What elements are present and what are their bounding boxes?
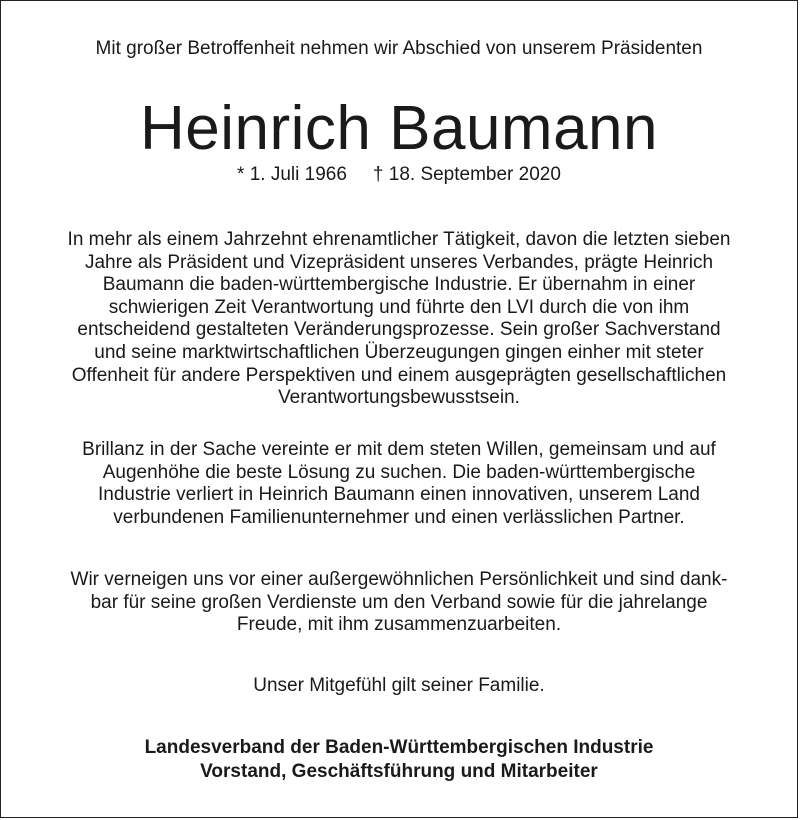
text-line: bar für seine großen Verdienste um den Verband sowie für die jahrelange [90, 591, 708, 613]
text-line: entscheidend gestalteten Veränderungsprozesse. Sein großer Sachverstand [77, 319, 721, 341]
text-line: In mehr als einem Jahrzehnt ehrenamtlicher Tätigkeit, davon die letzten sieben [67, 229, 731, 250]
text-line: Unser Mitgefühl gilt seiner Familie. [253, 675, 545, 696]
text-line: Verantwortungsbewusstsein. [278, 387, 520, 409]
tribute-paragraph-3 [21, 569, 777, 637]
tribute-paragraph-1 [21, 229, 777, 410]
text-line: schwierigen Zeit Verantwortung und führte den LVI durch die von ihm [108, 296, 690, 318]
death-date: † 18. September 2020 [372, 164, 561, 185]
tribute-paragraph-2 [21, 439, 777, 529]
text-line: verbundenen Familienunternehmer und einen verlässlichen Partner. [113, 506, 685, 528]
intro-text: Mit großer Betroffenheit nehmen wir Abschied von unserem Präsidenten [95, 38, 703, 59]
life-dates [1, 163, 797, 187]
condolence-paragraph [21, 675, 777, 698]
text-line: Offenheit für andere Perspektiven und einem ausgeprägten gesellschaftlichen [71, 364, 727, 386]
text-line: Wir verneigen uns vor einer außergewöhnlichen Persönlichkeit und sind dank- [70, 569, 728, 590]
text-line: Industrie verliert in Heinrich Baumann einen innovativen, unserem Land [97, 484, 700, 506]
text-line: Jahre als Präsident und Vizepräsident unseres Verbandes, prägte Heinrich [84, 251, 714, 273]
text-line: Freude, mit ihm zusammenzuarbeiten. [236, 614, 562, 636]
birth-date: * 1. Juli 1966 [237, 164, 347, 185]
signature-members: Vorstand, Geschäftsführung und Mitarbeiter [200, 761, 598, 782]
signature-organization: Landesverband der Baden-Württembergischen Industrie [144, 737, 654, 758]
text-line: Baumann die baden-württembergische Industrie. Er übernahm in einer [102, 274, 696, 296]
text-line: Brillanz in der Sache vereinte er mit dem steten Willen, gemeinsam und auf [82, 439, 716, 460]
text-line: Augenhöhe die beste Lösung zu suchen. Die baden-württembergische [102, 461, 696, 483]
text-line: und seine marktwirtschaftlichen Überzeugungen gingen einher mit steter [94, 341, 704, 363]
deceased-name: Heinrich Baumann [139, 94, 659, 163]
